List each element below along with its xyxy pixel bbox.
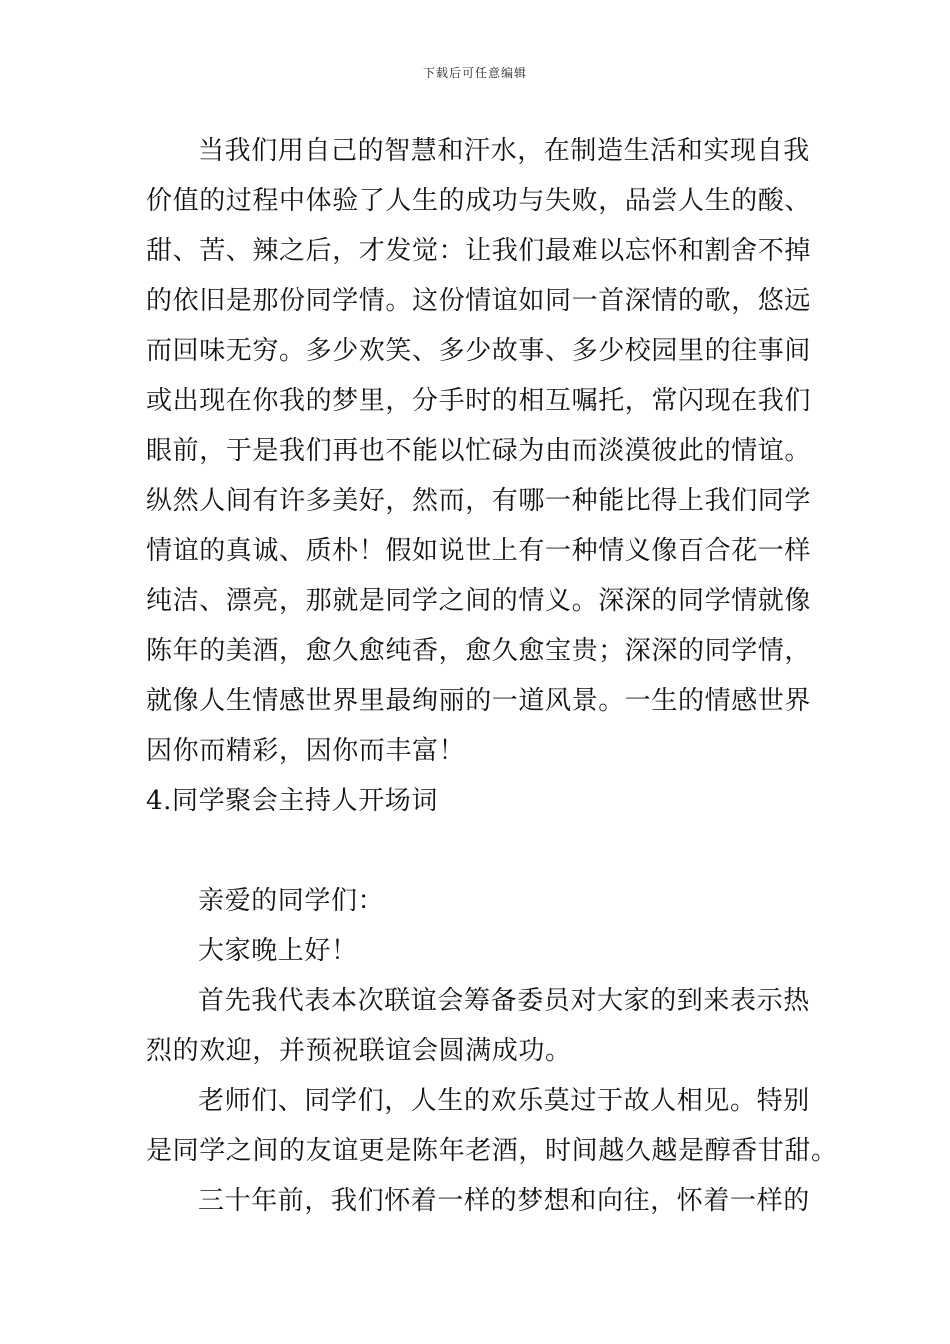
body-text-line: 因你而精彩，因你而丰富！	[146, 736, 466, 766]
body-text-line: 或出现在你我的梦里，分手时的相互嘱托，常闪现在我们	[146, 386, 812, 416]
body-text-line: 眼前，于是我们再也不能以忙碌为由而淡漠彼此的情谊。	[146, 436, 812, 466]
salutation-line: 亲爱的同学们：	[198, 886, 385, 916]
body-text-line: 首先我代表本次联谊会筹备委员对大家的到来表示热	[198, 986, 810, 1016]
body-text-line: 情谊的真诚、质朴！假如说世上有一种情义像百合花一样	[146, 536, 812, 566]
body-text-line: 而回味无穷。多少欢笑、多少故事、多少校园里的往事间	[146, 336, 812, 366]
body-text-line: 纯洁、漂亮，那就是同学之间的情义。深深的同学情就像	[146, 586, 812, 616]
body-text-line: 陈年的美酒，愈久愈纯香，愈久愈宝贵；深深的同学情，	[146, 636, 812, 666]
body-text-line: 烈的欢迎，并预祝联谊会圆满成功。	[146, 1036, 572, 1066]
body-text-line: 甜、苦、辣之后，才发觉：让我们最难以忘怀和割舍不掉	[146, 236, 812, 266]
body-text-line: 的依旧是那份同学情。这份情谊如同一首深情的歌，悠远	[146, 286, 812, 316]
body-text-line: 当我们用自己的智慧和汗水，在制造生活和实现自我	[198, 136, 810, 166]
section-heading: 4.同学聚会主持人开场词	[146, 786, 439, 816]
body-text-line: 三十年前，我们怀着一样的梦想和向往，怀着一样的	[198, 1186, 810, 1216]
page-header-note: 下载后可任意编辑	[422, 66, 527, 80]
greeting-line: 大家晚上好！	[198, 936, 358, 966]
body-text-line: 老师们、同学们，人生的欢乐莫过于故人相见。特别	[198, 1086, 810, 1116]
body-text-line: 价值的过程中体验了人生的成功与失败，品尝人生的酸、	[146, 186, 812, 216]
body-text-line: 纵然人间有许多美好，然而，有哪一种能比得上我们同学	[146, 486, 812, 516]
body-text-line: 是同学之间的友谊更是陈年老酒，时间越久越是醇香甘甜。	[146, 1136, 838, 1166]
body-text-line: 就像人生情感世界里最绚丽的一道风景。一生的情感世界	[146, 686, 812, 716]
